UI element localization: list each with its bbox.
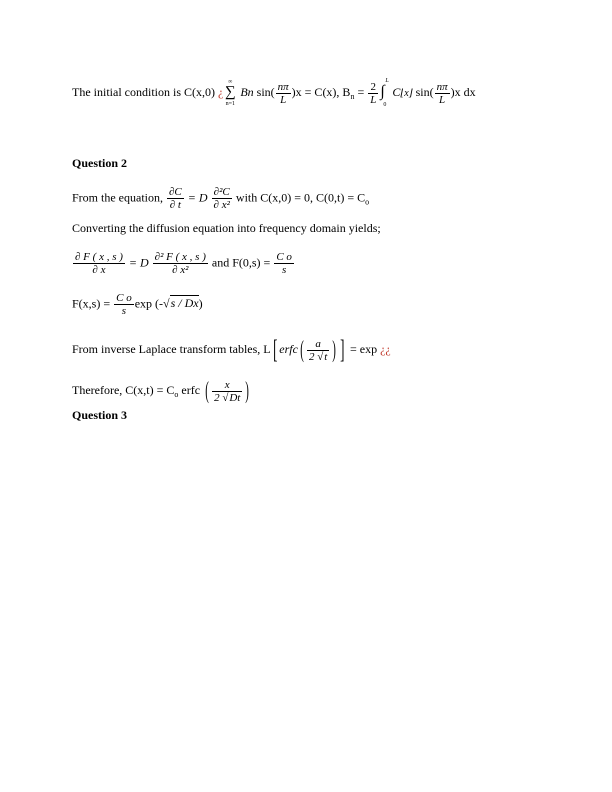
frequency-domain-line xyxy=(72,251,295,276)
fraction-numerator: nπ xyxy=(277,80,289,93)
exp-close: ) xyxy=(198,296,203,311)
fraction-numerator: ∂² F ( x , s ) xyxy=(154,251,206,263)
partial-c-over-partial-t xyxy=(167,186,184,211)
fraction-numerator: 2 xyxy=(368,81,378,94)
fraction-denominator: ∂ t xyxy=(169,199,181,211)
undefined-glyph: ¿ xyxy=(217,84,224,99)
mid-text-1: )x = C(x), B xyxy=(291,84,351,99)
c0-subscript: o xyxy=(365,197,370,207)
diffusion-equation-line xyxy=(72,186,369,211)
fraction-denominator: ∂ x² xyxy=(172,264,189,276)
x-over-2-sqrt-dt xyxy=(212,379,242,404)
sin-text-2: sin( xyxy=(412,84,434,99)
integral-lower-limit: 0 xyxy=(383,102,387,108)
fraction-numerator: ∂²C xyxy=(212,186,232,199)
equals-d: = D xyxy=(184,190,211,205)
sum-lower-limit: n=1 xyxy=(225,101,235,107)
fxs-solution-line xyxy=(72,292,203,317)
fraction-numerator: C o xyxy=(276,251,292,263)
exp-text: exp (-√ xyxy=(134,296,170,311)
c-of-x-term: C xyxy=(389,84,401,99)
fxs-prefix: F(x,s) = xyxy=(72,296,114,311)
fraction-numerator: nπ xyxy=(436,80,448,93)
and-f0s: and F(0,s) = xyxy=(208,255,274,270)
initial-condition-line xyxy=(72,78,476,108)
fraction-npi-over-l-2 xyxy=(435,81,450,106)
left-bracket: [ xyxy=(272,335,278,364)
therefore-prefix: Therefore, C(x,t) = C xyxy=(72,382,175,397)
integral-upper-limit: L xyxy=(385,78,389,84)
denominator-prefix: 2 √ xyxy=(214,391,229,404)
denominator-root: Dt xyxy=(229,391,241,404)
fraction-numerator: ∂C xyxy=(168,186,182,198)
right-bracket: ] xyxy=(340,335,345,364)
second-partial-f-over-x xyxy=(153,251,208,276)
c-of-x-argument: ⌊x⌋ xyxy=(400,87,413,99)
bn-subscript: n xyxy=(350,92,355,102)
sin-text-1: sin( xyxy=(253,84,275,99)
fraction-numerator: x xyxy=(212,379,242,392)
mid-text-2: = xyxy=(354,84,368,99)
fraction-numerator: C o xyxy=(116,292,132,304)
erfc-term: erfc xyxy=(279,341,298,356)
dx-suffix: )x dx xyxy=(450,84,476,99)
right-paren: ) xyxy=(245,378,250,404)
fraction-denominator: L xyxy=(370,93,377,106)
fraction-2-over-l xyxy=(368,81,378,106)
fraction-numerator: ∂ F ( x , s ) xyxy=(75,251,123,263)
integral-sign: ∫ xyxy=(380,83,385,100)
therefore-subscript: o xyxy=(174,390,179,400)
converting-text: Converting the diffusion equation into frequency domain yields; xyxy=(72,221,381,235)
denominator-root: t xyxy=(324,350,328,363)
fraction-denominator: s xyxy=(281,264,287,276)
fraction-denominator: L xyxy=(439,93,446,106)
boundary-conditions: with C(x,0) = 0, C(0,t) = C xyxy=(232,190,366,205)
co-over-s xyxy=(274,251,294,276)
second-partial-c-over-x xyxy=(212,186,232,211)
initial-condition-text: The initial condition is C(x,0) xyxy=(72,84,218,99)
fraction-npi-over-l-1 xyxy=(276,81,291,106)
question-2-heading: Question 2 xyxy=(72,156,128,170)
fraction-denominator: ∂ x² xyxy=(213,199,230,211)
therefore-line xyxy=(72,376,251,406)
a-over-2-sqrt-t xyxy=(307,338,329,363)
right-paren: ) xyxy=(332,337,337,363)
sum-sign: ∑ xyxy=(224,84,236,100)
equals-d: = D xyxy=(125,255,152,270)
co-over-s xyxy=(114,292,134,317)
left-paren: ( xyxy=(300,337,304,363)
equation-prefix: From the equation, xyxy=(72,190,166,205)
sum-upper-limit: ∞ xyxy=(228,79,233,85)
laplace-prefix: From inverse Laplace transform tables, L xyxy=(72,341,271,356)
fraction-denominator: ∂ x xyxy=(92,264,106,276)
fraction-numerator: a xyxy=(307,338,329,351)
integral-symbol xyxy=(379,78,389,108)
question-3-heading: Question 3 xyxy=(72,408,128,422)
fraction-denominator: L xyxy=(280,93,287,106)
laplace-equals: = exp xyxy=(346,341,381,356)
undefined-glyphs: ¿¿ xyxy=(380,341,391,356)
left-paren: ( xyxy=(205,378,209,404)
denominator-prefix: 2 √ xyxy=(308,350,324,363)
inverse-laplace-line xyxy=(72,333,391,367)
fraction-denominator: s xyxy=(121,305,127,317)
therefore-erfc: erfc xyxy=(178,382,204,397)
sqrt-s-over-dx: s / Dx xyxy=(170,296,199,311)
partial-f-over-partial-x xyxy=(73,251,125,276)
summation-symbol xyxy=(223,79,237,107)
bn-term: Bn xyxy=(237,84,254,99)
